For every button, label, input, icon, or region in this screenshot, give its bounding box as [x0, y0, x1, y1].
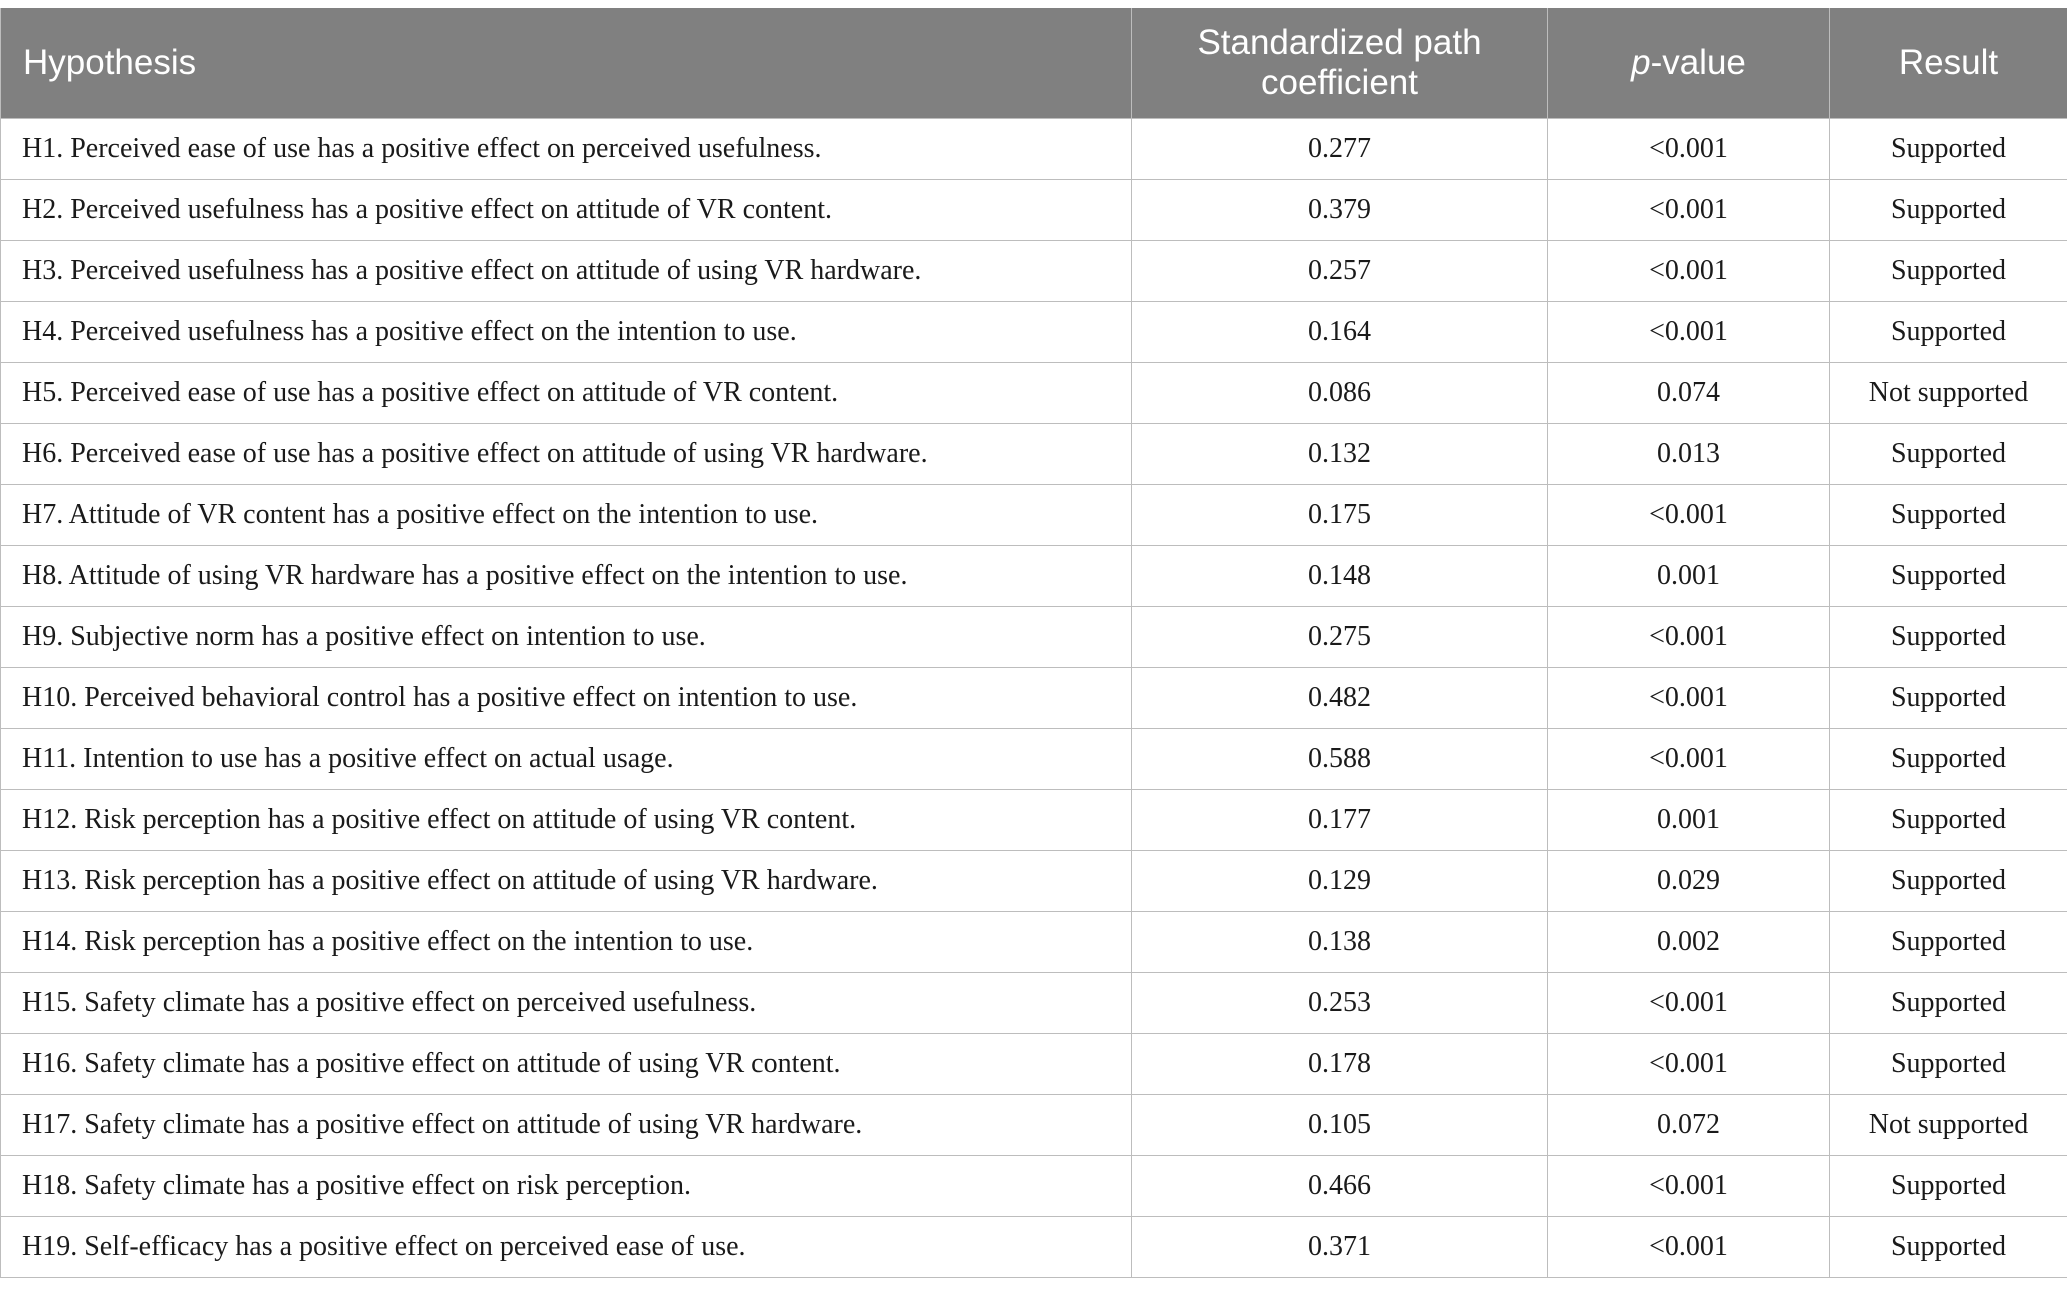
result-cell: Supported [1830, 668, 2067, 729]
table-row [1, 363, 2067, 424]
p-value-cell: <0.001 [1548, 973, 1830, 1034]
table-header [1, 8, 2067, 119]
hypothesis-cell: H11. Intention to use has a positive effect on actual usage. [1, 729, 1132, 790]
header-p-value [1548, 8, 1830, 119]
coefficient-cell: 0.148 [1132, 546, 1548, 607]
p-value-cell: 0.074 [1548, 363, 1830, 424]
hypothesis-cell: H19. Self-efficacy has a positive effect on perceived ease of use. [1, 1217, 1132, 1278]
p-value-cell: <0.001 [1548, 119, 1830, 180]
result-cell: Supported [1830, 973, 2067, 1034]
p-value-cell: 0.001 [1548, 790, 1830, 851]
table-row [1, 119, 2067, 180]
table-row [1, 180, 2067, 241]
header-p-suffix: -value [1650, 43, 1746, 82]
coefficient-cell: 0.588 [1132, 729, 1548, 790]
result-cell: Supported [1830, 424, 2067, 485]
hypothesis-cell: H17. Safety climate has a positive effect on attitude of using VR hardware. [1, 1095, 1132, 1156]
hypothesis-cell: H5. Perceived ease of use has a positive effect on attitude of VR content. [1, 363, 1132, 424]
result-cell: Supported [1830, 790, 2067, 851]
coefficient-cell: 0.178 [1132, 1034, 1548, 1095]
coefficient-cell: 0.379 [1132, 180, 1548, 241]
p-value-cell: <0.001 [1548, 1217, 1830, 1278]
table-row [1, 790, 2067, 851]
hypothesis-cell: H13. Risk perception has a positive effect on attitude of using VR hardware. [1, 851, 1132, 912]
table-row [1, 912, 2067, 973]
p-value-cell: <0.001 [1548, 607, 1830, 668]
p-value-cell: <0.001 [1548, 1156, 1830, 1217]
result-cell: Supported [1830, 119, 2067, 180]
coefficient-cell: 0.177 [1132, 790, 1548, 851]
hypothesis-cell: H7. Attitude of VR content has a positive effect on the intention to use. [1, 485, 1132, 546]
coefficient-cell: 0.164 [1132, 302, 1548, 363]
hypothesis-cell: H9. Subjective norm has a positive effect on intention to use. [1, 607, 1132, 668]
table-row [1, 851, 2067, 912]
result-cell: Supported [1830, 1156, 2067, 1217]
header-result: Result [1830, 8, 2067, 119]
p-value-cell: <0.001 [1548, 180, 1830, 241]
hypothesis-cell: H10. Perceived behavioral control has a positive effect on intention to use. [1, 668, 1132, 729]
hypothesis-cell: H6. Perceived ease of use has a positive effect on attitude of using VR hardware. [1, 424, 1132, 485]
coefficient-cell: 0.277 [1132, 119, 1548, 180]
p-value-cell: <0.001 [1548, 241, 1830, 302]
p-value-cell: 0.029 [1548, 851, 1830, 912]
p-value-cell: <0.001 [1548, 302, 1830, 363]
result-cell: Supported [1830, 1217, 2067, 1278]
coefficient-cell: 0.086 [1132, 363, 1548, 424]
p-value-cell: <0.001 [1548, 485, 1830, 546]
coefficient-cell: 0.482 [1132, 668, 1548, 729]
coefficient-cell: 0.275 [1132, 607, 1548, 668]
header-p-italic: p [1631, 43, 1651, 82]
coefficient-cell: 0.132 [1132, 424, 1548, 485]
p-value-cell: 0.072 [1548, 1095, 1830, 1156]
p-value-cell: 0.002 [1548, 912, 1830, 973]
table-row [1, 1156, 2067, 1217]
table-row [1, 424, 2067, 485]
hypothesis-cell: H3. Perceived usefulness has a positive effect on attitude of using VR hardware. [1, 241, 1132, 302]
table-row [1, 302, 2067, 363]
header-coefficient: Standardized path coefficient [1132, 8, 1548, 119]
result-cell: Supported [1830, 851, 2067, 912]
result-cell: Supported [1830, 729, 2067, 790]
result-cell: Supported [1830, 302, 2067, 363]
p-value-cell: <0.001 [1548, 1034, 1830, 1095]
header-hypothesis: Hypothesis [1, 8, 1132, 119]
p-value-cell: <0.001 [1548, 668, 1830, 729]
table-body [1, 119, 2067, 1278]
table-row [1, 1034, 2067, 1095]
hypothesis-cell: H15. Safety climate has a positive effect on perceived usefulness. [1, 973, 1132, 1034]
result-cell: Supported [1830, 607, 2067, 668]
hypothesis-cell: H12. Risk perception has a positive effect on attitude of using VR content. [1, 790, 1132, 851]
hypothesis-cell: H18. Safety climate has a positive effect on risk perception. [1, 1156, 1132, 1217]
result-cell: Supported [1830, 180, 2067, 241]
coefficient-cell: 0.105 [1132, 1095, 1548, 1156]
table-row [1, 485, 2067, 546]
result-cell: Supported [1830, 912, 2067, 973]
p-value-cell: 0.001 [1548, 546, 1830, 607]
result-cell: Supported [1830, 1034, 2067, 1095]
hypothesis-cell: H4. Perceived usefulness has a positive effect on the intention to use. [1, 302, 1132, 363]
coefficient-cell: 0.138 [1132, 912, 1548, 973]
hypothesis-cell: H16. Safety climate has a positive effect on attitude of using VR content. [1, 1034, 1132, 1095]
coefficient-cell: 0.466 [1132, 1156, 1548, 1217]
table-row [1, 668, 2067, 729]
hypothesis-cell: H14. Risk perception has a positive effect on the intention to use. [1, 912, 1132, 973]
coefficient-cell: 0.257 [1132, 241, 1548, 302]
header-row [1, 8, 2067, 119]
coefficient-cell: 0.175 [1132, 485, 1548, 546]
table-row [1, 973, 2067, 1034]
result-cell: Supported [1830, 485, 2067, 546]
table-row [1, 1217, 2067, 1278]
result-cell: Supported [1830, 241, 2067, 302]
hypothesis-cell: H8. Attitude of using VR hardware has a positive effect on the intention to use. [1, 546, 1132, 607]
hypothesis-results-table-wrapper [0, 8, 2067, 1278]
result-cell: Not supported [1830, 363, 2067, 424]
result-cell: Supported [1830, 546, 2067, 607]
table-row [1, 241, 2067, 302]
hypothesis-results-table [0, 8, 2067, 1278]
p-value-cell: 0.013 [1548, 424, 1830, 485]
table-row [1, 607, 2067, 668]
table-row [1, 546, 2067, 607]
hypothesis-cell: H1. Perceived ease of use has a positive effect on perceived usefulness. [1, 119, 1132, 180]
result-cell: Not supported [1830, 1095, 2067, 1156]
p-value-cell: <0.001 [1548, 729, 1830, 790]
coefficient-cell: 0.129 [1132, 851, 1548, 912]
coefficient-cell: 0.253 [1132, 973, 1548, 1034]
table-row [1, 1095, 2067, 1156]
coefficient-cell: 0.371 [1132, 1217, 1548, 1278]
table-row [1, 729, 2067, 790]
hypothesis-cell: H2. Perceived usefulness has a positive effect on attitude of VR content. [1, 180, 1132, 241]
